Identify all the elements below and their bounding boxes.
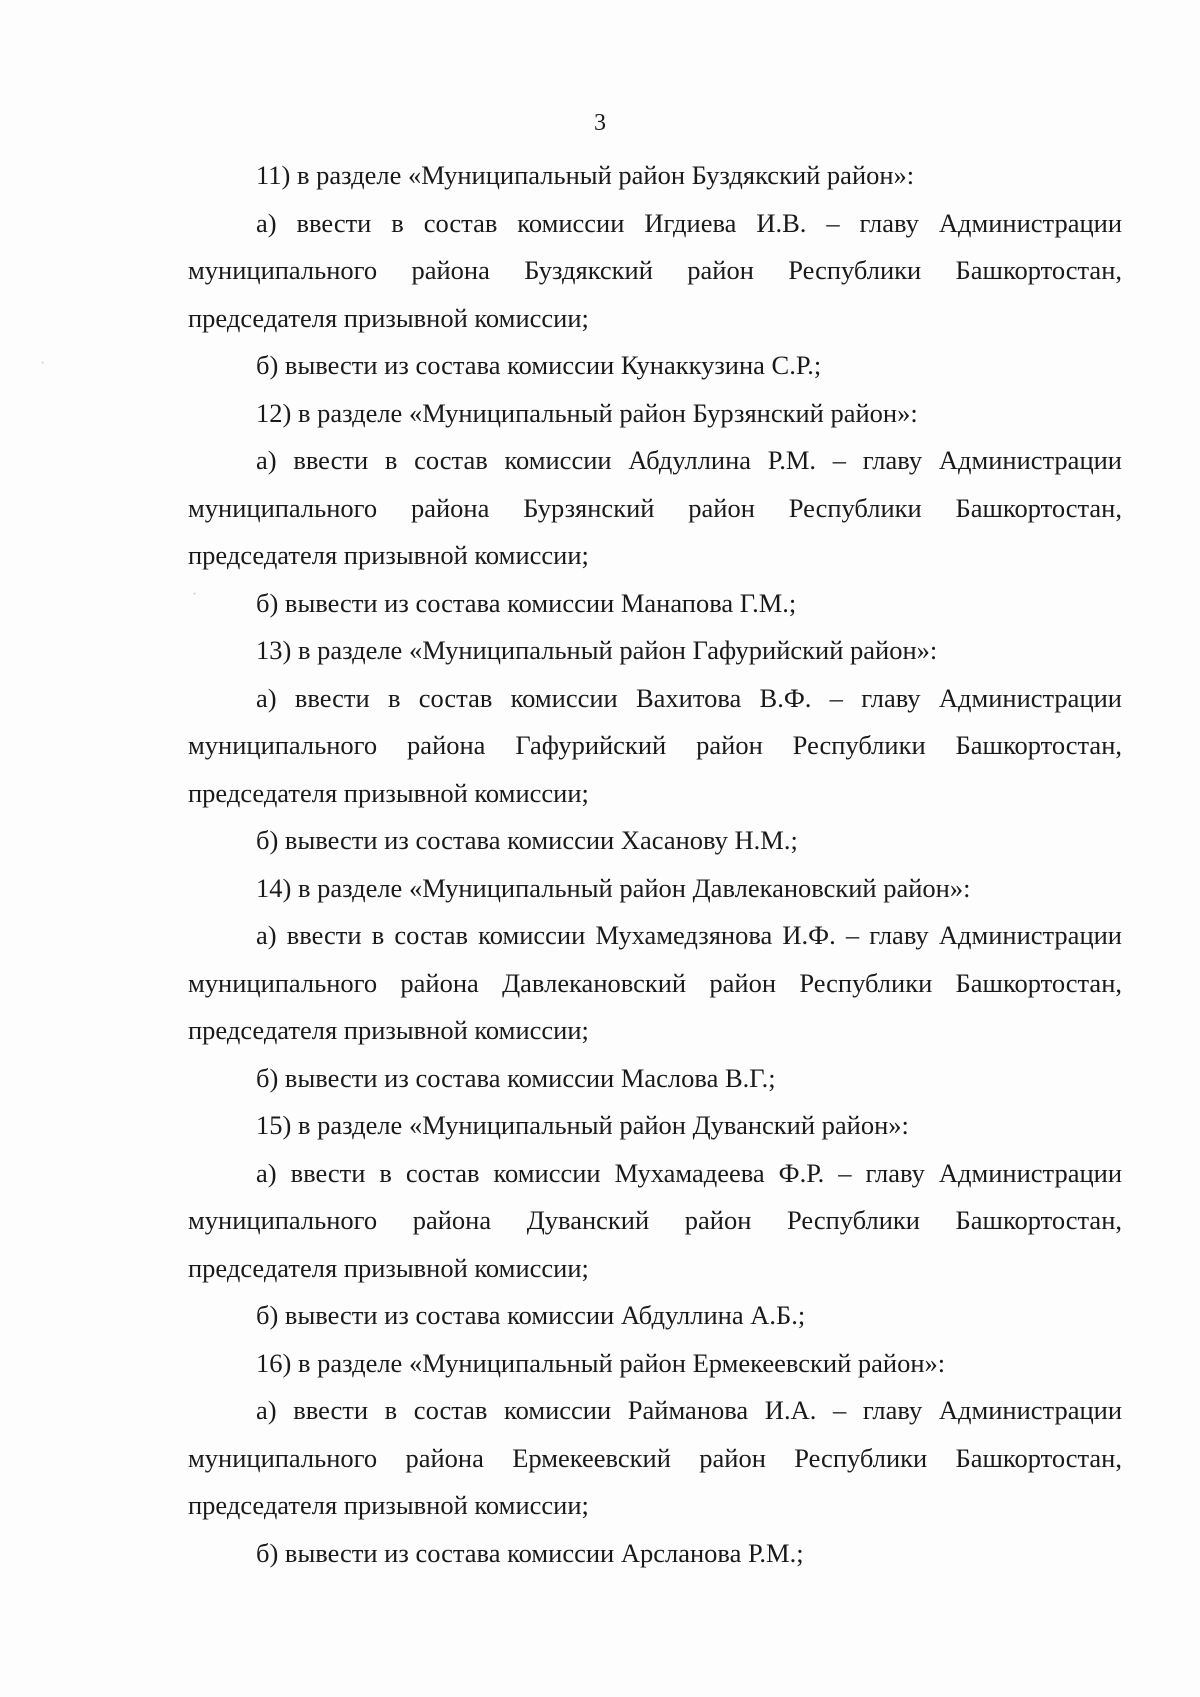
- section-16-item-a: а) ввести в состав комиссии Райманова И.А. – главу Администрации муниципального района Ермекеевский район Республики Башкортостан, председателя призывной комиссии;: [188, 1395, 1122, 1520]
- section-13-heading: 13) в разделе «Муниципальный район Гафурийский район»:: [256, 635, 938, 665]
- section-12-item-a: а) ввести в состав комиссии Абдуллина Р.М. – главу Администрации муниципального района Бурзянский район Республики Башкортостан, председателя призывной комиссии;: [188, 445, 1122, 570]
- section-14-heading: 14) в разделе «Муниципальный район Давлекановский район»:: [256, 872, 971, 903]
- section-12-heading: 12) в разделе «Муниципальный район Бурзянский район»:: [256, 397, 918, 428]
- section-16-heading: 16) в разделе «Муниципальный район Ермекеевский район»:: [256, 1347, 946, 1378]
- section-12-item-b: б) вывести из состава комиссии Манапова Г.М.;: [256, 587, 797, 618]
- section-13-item-b: б) вывести из состава комиссии Хасанову Н.М.;: [256, 825, 798, 855]
- section-15-heading: 15) в разделе «Муниципальный район Дуванский район»:: [256, 1110, 909, 1140]
- scan-artifact: ·: [192, 586, 198, 603]
- section-15-item-b: б) вывести из состава комиссии Абдуллина А.Б.;: [256, 1300, 806, 1330]
- scan-artifact: ·: [40, 355, 46, 372]
- page-number: 3: [594, 110, 606, 136]
- section-16-item-b: б) вывести из состава комиссии Арсланова Р.М.;: [256, 1537, 804, 1568]
- section-11-item-a: а) ввести в состав комиссии Игдиева И.В. – главу Администрации муниципального района Буздякский район Республики Башкортостан, председателя призывной комиссии;: [188, 207, 1122, 333]
- section-15-item-a: а) ввести в состав комиссии Мухамадеева Ф.Р. – главу Администрации муниципального района Дуванский район Республики Башкортостан, председателя призывной комиссии;: [188, 1157, 1122, 1283]
- section-14-item-b: б) вывести из состава комиссии Маслова В.Г.;: [256, 1062, 776, 1093]
- section-11-heading: 11) в разделе «Муниципальный район Буздякский район»:: [256, 160, 915, 190]
- section-14-item-a: а) ввести в состав комиссии Мухамедзянова И.Ф. – главу Администрации муниципального района Давлекановский район Республики Башкортостан, председателя призывной комиссии;: [188, 920, 1122, 1045]
- document-body: [188, 152, 1122, 1577]
- section-11-item-b: б) вывести из состава комиссии Кунаккузина С.Р.;: [256, 350, 822, 380]
- section-13-item-a: а) ввести в состав комиссии Вахитова В.Ф. – главу Администрации муниципального района Гафурийский район Республики Башкортостан, председателя призывной комиссии;: [188, 682, 1122, 808]
